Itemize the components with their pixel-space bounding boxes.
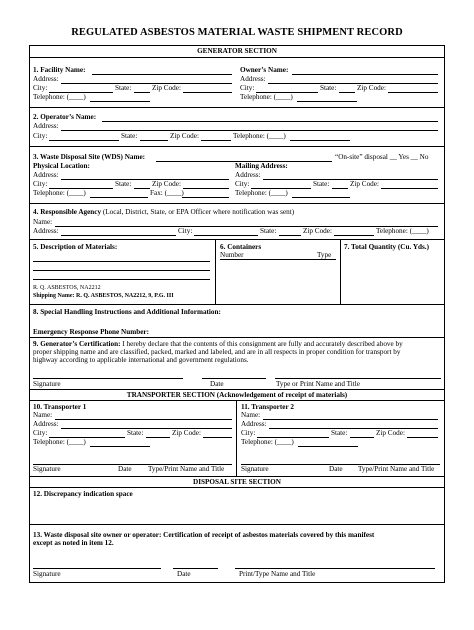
operators-name-field[interactable] [102, 121, 438, 122]
transporter-1-signature-label: Signature [33, 465, 61, 473]
wds-address-label: Address: [33, 171, 59, 179]
disposal-date-line[interactable] [173, 568, 218, 569]
operator-telephone-label: Telephone: (____) [233, 132, 286, 140]
transporter-2-zip-label: Zip Code: [376, 429, 405, 437]
divider [30, 524, 444, 525]
responsible-agency-note: (Local, District, State, or EPA Officer where notification was sent) [101, 208, 295, 216]
disposal-signature-line[interactable] [33, 568, 161, 569]
transporter-1-zip-field[interactable] [203, 437, 232, 438]
containers-field[interactable] [220, 259, 336, 260]
wds-telephone-label: Telephone: (____) [33, 189, 86, 197]
divider [30, 239, 444, 240]
generator-signature-label: Signature [33, 380, 61, 388]
facility-state-field[interactable] [134, 92, 150, 93]
description-materials-label: 5. Description of Materials: [33, 243, 118, 251]
shipment-record-form [29, 45, 445, 583]
description-field[interactable] [33, 279, 210, 280]
total-quantity-label: 7. Total Quantity (Cu. Yds.) [344, 243, 430, 251]
divider [30, 400, 444, 401]
transporter-2-zip-field[interactable] [407, 437, 438, 438]
divider [30, 146, 444, 147]
transporter-2-name-field[interactable] [263, 419, 438, 420]
transporter-1-label: 10. Transporter 1 [33, 403, 87, 411]
wds-telephone-field[interactable] [90, 197, 148, 198]
agency-zip-label: Zip Code: [303, 227, 332, 235]
waste-site-label: 3. Waste Disposal Site (WDS) Name: [33, 153, 146, 161]
facility-telephone-label: Telephone: (____) [33, 93, 86, 101]
operator-telephone-field[interactable] [290, 140, 350, 141]
agency-zip-field[interactable] [334, 235, 374, 236]
owner-address-field[interactable] [268, 83, 438, 84]
wds-mailing-telephone-label: Telephone: (____) [235, 189, 288, 197]
disposal-certification-line-1: 13. Waste disposal site owner or operator: Certification of receipt of asbestos materials covered by this manifest [33, 531, 375, 539]
wds-fax-field[interactable] [182, 197, 229, 198]
transporter-2-address-field[interactable] [269, 428, 438, 429]
transporter-2-name-label: Name: [241, 411, 261, 419]
generator-name-title-label: Type or Print Name and Title [276, 380, 360, 388]
divider [30, 389, 444, 390]
transporter-1-date-label: Date [118, 465, 132, 473]
generator-date-label: Date [210, 380, 224, 388]
owners-name-label: Owner’s Name: [240, 66, 289, 74]
operator-state-label: State: [121, 132, 138, 140]
disposal-signature-label: Signature [33, 570, 61, 578]
owner-telephone-field[interactable] [297, 101, 357, 102]
containers-type-label: Type [317, 251, 332, 259]
rq-asbestos-text: R. Q. ASBESTOS, NA2212 [33, 285, 101, 291]
operator-zip-field[interactable] [201, 140, 231, 141]
generator-signature-line[interactable] [33, 378, 183, 379]
certification-line-2: proper shipping name and are classified, packed, marked and labeled, and are in all respects in proper condition for transport by [33, 348, 401, 356]
transporter-2-label: 11. Transporter 2 [241, 403, 294, 411]
wds-mailing-zip-field[interactable] [381, 188, 438, 189]
transporter-1-telephone-label: Telephone: (____) [33, 438, 86, 446]
facility-name-label: 1. Facility Name: [33, 66, 86, 74]
disposal-name-line[interactable] [235, 568, 435, 569]
wds-mailing-telephone-field[interactable] [292, 197, 350, 198]
certification-title: 9. Generator’s Certification: [33, 340, 121, 348]
operator-city-field[interactable] [49, 140, 119, 141]
transporter-2-city-label: City: [241, 429, 256, 437]
disposal-section-heading: DISPOSAL SITE SECTION [193, 478, 281, 486]
wds-fax-label: Fax: (____) [150, 189, 184, 197]
transporter-2-telephone-label: Telephone: (____) [241, 438, 294, 446]
agency-telephone-label: Telephone: (____) [376, 227, 429, 235]
agency-state-label: State: [260, 227, 277, 235]
agency-city-label: City: [178, 227, 193, 235]
transporter-1-zip-label: Zip Code: [172, 429, 201, 437]
facility-name-field[interactable] [92, 74, 232, 75]
physical-location-label: Physical Location: [33, 162, 90, 170]
transporter-2-date-label: Date [329, 465, 343, 473]
facility-zip-label: Zip Code: [152, 84, 181, 92]
facility-address-label: Address: [33, 75, 59, 83]
divider [30, 107, 444, 108]
operator-address-field[interactable] [61, 130, 438, 131]
mailing-address-label: Mailing Address: [235, 162, 288, 170]
transporter-1-state-label: State: [127, 429, 144, 437]
transporter-1-address-field[interactable] [61, 428, 232, 429]
divider [30, 476, 444, 477]
disposal-date-label: Date [177, 570, 191, 578]
owner-zip-field[interactable] [388, 92, 438, 93]
transporter-1-address-label: Address: [33, 420, 59, 428]
wds-mailing-address-label: Address: [235, 171, 261, 179]
transporter-2-state-field[interactable] [350, 437, 374, 438]
agency-address-field[interactable] [61, 235, 176, 236]
transporter-2-telephone-field[interactable] [298, 446, 358, 447]
transporter-1-name-field[interactable] [55, 419, 232, 420]
transporter-section-heading: TRANSPORTER SECTION (Acknowledgement of receipt of materials) [126, 391, 348, 399]
wds-state-label: State: [115, 180, 132, 188]
divider [30, 337, 444, 338]
wds-state-field[interactable] [134, 188, 150, 189]
column-divider [340, 239, 341, 304]
agency-city-field[interactable] [194, 235, 258, 236]
divider [30, 304, 444, 305]
shipping-name-text: Shipping Name: R. Q. ASBESTOS, NA2212, 9, P.G. III [33, 293, 174, 299]
onsite-disposal-label: “On-site” disposal __ Yes __ No [335, 153, 429, 161]
owner-address-label: Address: [240, 75, 266, 83]
operator-address-label: Address: [33, 122, 59, 130]
agency-address-label: Address: [33, 227, 59, 235]
operator-state-field[interactable] [140, 140, 168, 141]
generator-date-line[interactable] [202, 378, 266, 379]
description-field[interactable] [33, 261, 210, 262]
divider [30, 203, 444, 204]
divider [30, 487, 444, 488]
owners-name-field[interactable] [292, 74, 438, 75]
wds-mailing-state-label: State: [313, 180, 330, 188]
wds-zip-label: Zip Code: [152, 180, 181, 188]
transporter-1-state-field[interactable] [146, 437, 170, 438]
wds-mailing-city-label: City: [235, 180, 250, 188]
certification-text-1: I hereby declare that the contents of this consignment are fully and accurately described above by [120, 340, 403, 348]
facility-telephone-field[interactable] [90, 101, 150, 102]
facility-state-label: State: [115, 84, 132, 92]
operator-zip-label: Zip Code: [170, 132, 199, 140]
transporter-1-telephone-field[interactable] [90, 446, 150, 447]
owner-city-label: City: [240, 84, 255, 92]
owner-telephone-label: Telephone: (____) [240, 93, 293, 101]
facility-city-label: City: [33, 84, 48, 92]
certification-line-1 [33, 340, 403, 348]
responsible-agency-label [33, 208, 294, 216]
facility-zip-field[interactable] [183, 92, 232, 93]
wds-mailing-state-field[interactable] [332, 188, 348, 189]
operators-name-label: 2. Operator’s Name: [33, 113, 97, 121]
transporter-1-name-label: Name: [33, 411, 53, 419]
owner-state-field[interactable] [339, 92, 355, 93]
divider [30, 57, 444, 58]
discrepancy-label: 12. Discrepancy indication space [33, 490, 133, 498]
special-handling-label: 8. Special Handling Instructions and Additional Information: [33, 308, 221, 316]
containers-number-label: Number [220, 251, 244, 259]
disposal-name-title-label: Print/Type Name and Title [239, 570, 316, 578]
operator-city-label: City: [33, 132, 48, 140]
generator-section-heading: GENERATOR SECTION [197, 47, 277, 55]
owner-state-label: State: [320, 84, 337, 92]
generator-name-line[interactable] [275, 378, 441, 379]
agency-state-field[interactable] [279, 235, 301, 236]
owner-zip-label: Zip Code: [357, 84, 386, 92]
transporter-2-name-title-label: Type/Print Name and Title [358, 465, 435, 473]
wds-city-label: City: [33, 180, 48, 188]
facility-address-field[interactable] [61, 83, 232, 84]
agency-name-label: Name: [33, 218, 53, 226]
transporter-2-address-label: Address: [241, 420, 267, 428]
form-title: REGULATED ASBESTOS MATERIAL WASTE SHIPMENT RECORD [71, 27, 403, 38]
column-divider [236, 400, 237, 476]
emergency-phone-label: Emergency Response Phone Number: [33, 328, 149, 336]
certification-line-3: highway according to applicable international and government regulations. [33, 356, 249, 364]
transporter-1-name-title-label: Type/Print Name and Title [148, 465, 225, 473]
wds-mailing-zip-label: Zip Code: [350, 180, 379, 188]
disposal-certification-line-2: except as noted in item 12. [33, 539, 114, 547]
wds-address-field[interactable] [61, 179, 229, 180]
transporter-1-city-label: City: [33, 429, 48, 437]
transporter-2-signature-label: Signature [241, 465, 269, 473]
containers-label: 6. Containers [220, 243, 262, 251]
wds-zip-field[interactable] [183, 188, 229, 189]
responsible-agency-title: 4. Responsible Agency [33, 208, 102, 216]
column-divider [215, 239, 216, 304]
description-field[interactable] [33, 270, 210, 271]
transporter-2-state-label: State: [331, 429, 348, 437]
